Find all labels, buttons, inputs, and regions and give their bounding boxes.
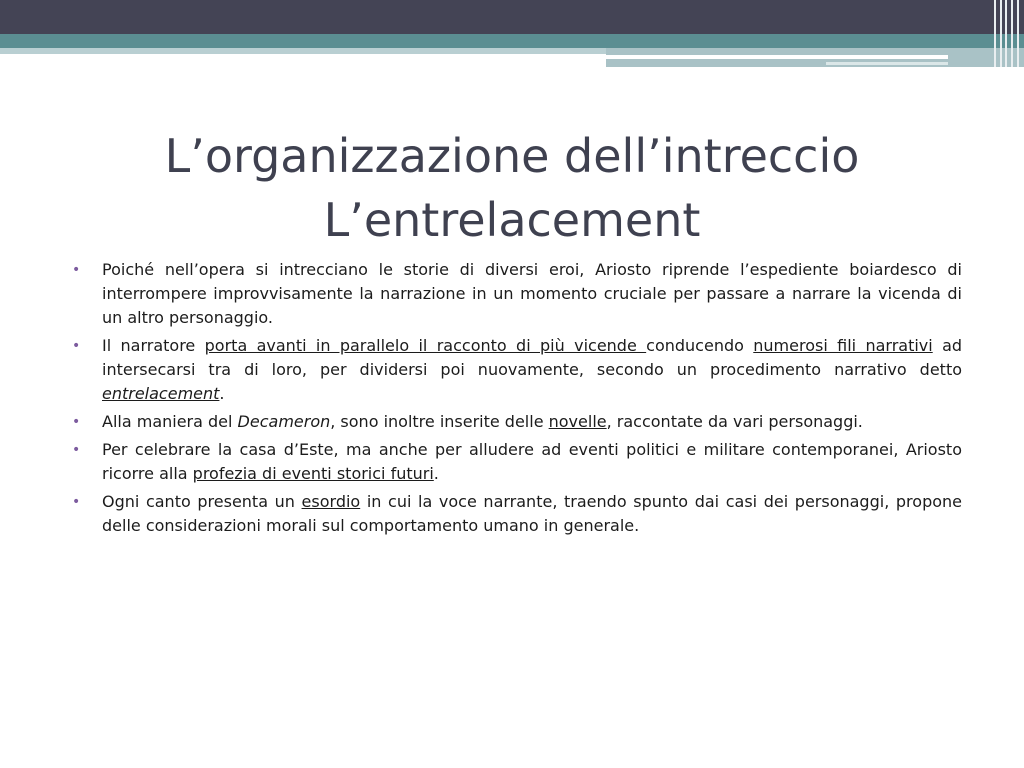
- underlined-text: profezia di eventi storici futuri: [192, 464, 434, 483]
- bullet-text: Poiché nell’opera si intrecciano le storie di diversi eroi, Ariosto riprende l’espediente boiardesco di interrompere improvvisamente la narrazione in un momento cruciale per passare a narrare la vicenda di un altro personaggio.: [102, 260, 962, 327]
- text-run: .: [219, 384, 225, 403]
- bullet-item: [72, 410, 962, 434]
- bullet-text: [102, 440, 962, 483]
- bullet-icon: •: [72, 338, 81, 354]
- bullet-item: [72, 334, 962, 406]
- header-white-line-short: [826, 62, 948, 65]
- slide-title: [40, 124, 984, 252]
- italic-text: Decameron: [237, 412, 331, 431]
- text-run: conducendo: [646, 336, 754, 355]
- underlined-text: numerosi fili narrativi: [753, 336, 933, 355]
- text-run: .: [433, 464, 439, 483]
- underlined-text: esordio: [301, 492, 361, 511]
- bullet-item: [72, 258, 962, 330]
- header-teal-band: [0, 34, 1024, 48]
- text-run: , sono inoltre inserite delle: [330, 412, 549, 431]
- text-run: in cui la voce narrante, traendo spunto dai casi dei personaggi, propone delle considerazioni morali sul comportamento umano in generale.: [102, 492, 963, 535]
- bullet-icon: •: [72, 414, 81, 430]
- bullet-icon: •: [72, 262, 81, 278]
- text-run: , raccontate da vari personaggi.: [606, 412, 863, 431]
- text-run: Il narratore: [102, 336, 205, 355]
- bullet-item: [72, 438, 962, 486]
- bullet-text: [102, 412, 863, 431]
- text-run: Per celebrare la casa d’Este, ma anche per alludere ad eventi politici e militare contemporanei, Ariosto ricorre alla: [102, 440, 962, 483]
- header-white-line: [606, 55, 948, 59]
- underlined-italic-text: entrelacement: [102, 384, 220, 403]
- header-light-band: [0, 48, 606, 54]
- bullet-list: [72, 258, 962, 542]
- bullet-text: [102, 492, 962, 535]
- bullet-text: [102, 336, 962, 403]
- slide-title-line-2: L’entrelacement: [323, 193, 701, 247]
- underlined-text: porta avanti in parallelo il racconto di più vicende: [204, 336, 647, 355]
- text-run: Ogni canto presenta un: [102, 492, 302, 511]
- bullet-item: [72, 490, 962, 538]
- bullet-icon: •: [72, 494, 81, 510]
- underlined-text: novelle: [548, 412, 607, 431]
- header-dark-bar: [0, 0, 1024, 34]
- text-run: ad intersecarsi tra di loro, per dividersi poi nuovamente, secondo un procedimento narrativo detto: [102, 336, 963, 379]
- bullet-icon: •: [72, 442, 81, 458]
- slide-title-line-1: L’organizzazione dell’intreccio: [164, 129, 860, 183]
- header-stripes: [990, 0, 1024, 67]
- text-run: Alla maniera del: [102, 412, 238, 431]
